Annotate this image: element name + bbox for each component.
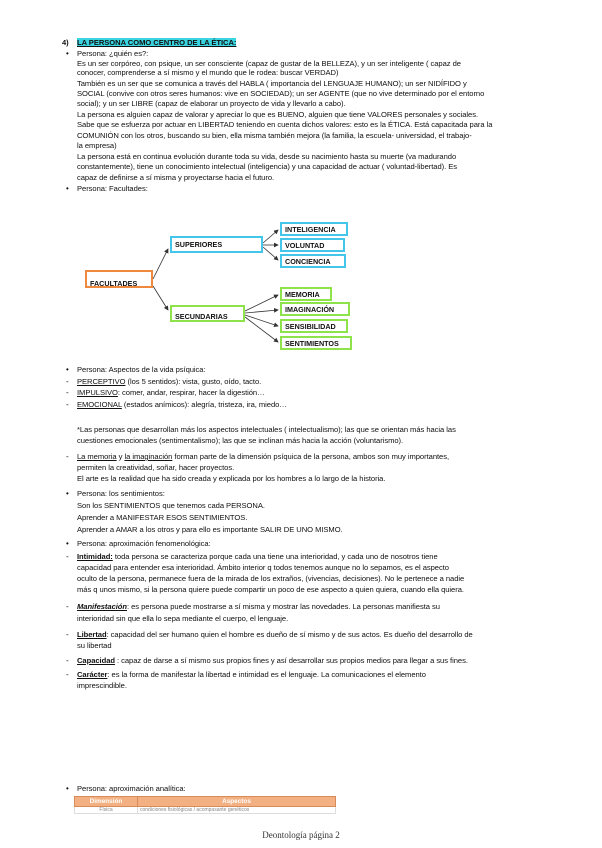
bullet-icon: • [66,49,69,58]
voluntad-box: VOLUNTAD [280,238,345,252]
arrow-sensibilidad [245,315,278,326]
libertad-term: Libertad [77,630,107,639]
intimidad-term: Intimidad: [77,552,113,561]
arrow-conciencia [263,247,278,260]
aspecto-item [77,377,261,386]
inteligencia-box: INTELIGENCIA [280,222,348,236]
aspectos-note: cuestiones emocionales (sentimentalismo); las que se inclinan más hacia la acción (voluntarismo). [77,436,404,445]
aspecto-item [77,400,287,409]
conciencia-box: CONCIENCIA [280,254,346,268]
bullet-icon: • [66,489,69,498]
bullet-icon: • [66,539,69,548]
table-cell: condiciones fisiológicas / acompasante genéticos [138,807,336,814]
arrow-imaginacion [245,310,278,313]
aspecto-term: IMPULSIVO [77,388,118,397]
table-header-aspectos: Aspectos [138,797,336,807]
sensibilidad-box: SENSIBILIDAD [280,319,348,333]
quien-line: COMUNIÓN con los otros, buscando su bien, ella misma también mejora (la familia, la escuela- universidad, el trabajo- [77,131,472,140]
page-footer: Deontología página 2 [262,830,340,840]
capacidad-term: Capacidad [77,656,115,665]
memoria-line [77,452,449,461]
table-row [75,807,336,814]
aspecto-term: PERCEPTIVO [77,377,126,386]
aspecto-desc: : comer, andar, respirar, hacer la digestión… [117,388,265,397]
intimidad-desc: toda persona se caracteriza porque cada una tiene una interioridad, y cada uno de nosotros tiene [112,552,438,561]
quien-line: capaz de definirse a sí misma y proyectarse hacia el futuro. [77,173,275,182]
quien-line: social); y un ser LIBRE (capaz de elaborar un proyecto de vida y llevarlo a cabo). [77,99,346,108]
intimidad-line: más q unos mismo, si la persona quiere puede compartir un poco de ese aspecto a quien quiera, cuando ella quiera. [77,585,464,594]
fenomenologica-heading: Persona: aproximación fenomenológica: [77,539,211,548]
table-cell: Física [75,807,138,814]
sentimientos-line: Aprender a MANIFESTAR ESOS SENTIMIENTOS. [77,513,248,522]
libertad-line: su libertad [77,641,112,650]
quien-line: constantemente), tiene un conocimiento intelectual (inteligencia) y una capacidad de actuar ( voluntad-libertad). Es [77,162,458,171]
table-header-row [75,797,336,807]
quien-line: la empresa) [77,141,117,150]
dash-icon: - [66,552,69,561]
quien-line: Sabe que se esfuerza por actuar en LIBERTAD teniendo en cuenta dichos valores: esto es la ÉTICA. Está capacitada para la [77,120,493,129]
aspectos-heading: Persona: Aspectos de la vida psíquica: [77,365,206,374]
memoria-line: permiten la creatividad, soñar, hacer proyectos. [77,463,235,472]
bullet-icon: • [66,784,69,793]
intimidad-line: capacidad para entender esa interioridad. Ámbito interior q todos tenemos aunque no lo sepamos, es el aspecto [77,563,449,572]
sentimientos-box: SENTIMIENTOS [280,336,352,350]
quien-line: La persona es alguien capaz de valorar y apreciar lo que es BUENO, alguien que tiene VALORES personales y sociales. [77,110,479,119]
dash-icon: - [66,630,69,639]
facultades-root-box: FACULTADES [85,270,153,288]
arrow-root-secundarias [153,286,168,310]
section-title: LA PERSONA COMO CENTRO DE LA ÉTICA: [77,38,237,47]
dash-icon: - [66,656,69,665]
memoria-line: El arte es la realidad que ha sido creada y explicada por los hombres a lo largo de la historia. [77,474,386,483]
quien-line: La persona está en continua evolución durante toda su vida, desde su nacimiento hasta su muerte (va madurando [77,152,457,161]
memoria-box: MEMORIA [280,287,332,301]
bullet-icon: • [66,365,69,374]
dash-icon: - [66,670,69,679]
libertad-desc: : capacidad del ser humano quien el hombre es dueño de sí mismo y de sus actos. Es dueño del desarrollo de [106,630,473,639]
caracter-term: Carácter [77,670,108,679]
quien-line: SOCIAL (convive con otros seres humanos: vive en SOCIEDAD); un ser AGENTE (que no vive determinado por el entorno [77,89,485,98]
caracter-line: imprescindible. [77,681,127,690]
dimension-table [74,796,336,814]
dash-icon: - [66,452,69,461]
manifestacion-line: interioridad sin que ella lo sepa mediante el cuerpo, el lenguaje. [77,614,289,623]
caracter-line [77,670,426,679]
quien-line: conocer, comprenderse a sí mismo y el mundo que le rodea: buscar VERDAD) [77,68,339,77]
caracter-desc: : es la forma de manifestar la libertad e intimidad es el lenguaje. La comunicaciones el elemento [107,670,426,679]
superiores-box: SUPERIORES [170,236,263,253]
secundarias-box: SECUNDARIAS [170,305,245,322]
dash-icon: - [66,400,69,409]
memoria-term: La memoria [77,452,117,461]
imaginacion-term: la imaginación [124,452,173,461]
arrow-sentimientos [245,317,278,342]
imaginacion-box: IMAGINACIÓN [280,302,350,316]
facultades-heading: Persona: Facultades: [77,184,148,193]
table-header-dimension: Dimensión [75,797,138,807]
quien-heading: Persona: ¿quién es?: [77,49,149,58]
capacidad-desc: : capaz de darse a sí mismo sus propios fines y así desarrollar sus propios medios para llegar a sus fines. [114,656,468,665]
arrow-root-superiores [153,249,168,279]
manifestacion-line [77,602,440,611]
quien-line: También es un ser que se comunica a través del HABLA ( importancia del LENGUAJE HUMANO); un ser NIDÍFIDO y [77,79,467,88]
sentimientos-line: Aprender a AMAR a los otros y para ello es importante SALIR DE UNO MISMO. [77,525,343,534]
capacidad-line [77,656,468,665]
intimidad-line: oculto de la persona, permanece fuera de la mirada de los extraños, (vivencias, decisiones). No le pertenece a nadie [77,574,465,583]
bullet-icon: • [66,184,69,193]
dash-icon: - [66,388,69,397]
manifestacion-term: Manifestación [77,602,127,611]
manifestacion-desc: : es persona puede mostrarse a sí misma y mostrar las novedades. La personas manifiesta su [127,602,440,611]
aspecto-term: EMOCIONAL [77,400,122,409]
aspecto-desc: (estados anímicos): alegría, tristeza, ira, miedo… [121,400,287,409]
arrow-inteligencia [263,230,278,243]
arrow-memoria [245,295,278,311]
aspecto-desc: (los 5 sentidos): vista, gusto, oído, tacto. [125,377,262,386]
analitica-heading: Persona: aproximación analítica: [77,784,186,793]
memoria-conj: y [116,452,125,461]
sentimientos-line: Son los SENTIMIENTOS que tenemos cada PERSONA. [77,501,265,510]
aspecto-item [77,388,265,397]
dash-icon: - [66,377,69,386]
quien-line: Es un ser corpóreo, con psique, un ser consciente (capaz de gustar de la BELLEZA), y un ser inteligente ( capaz de [77,59,461,68]
section-number: 4) [62,38,69,47]
memoria-desc: forman parte de la dimensión psíquica de la persona, ambos son muy importantes, [172,452,450,461]
libertad-line [77,630,473,639]
aspectos-note: *Las personas que desarrollan más los aspectos intelectuales ( intelectualismo); las que se orientan más hacia las [77,425,456,434]
sentimientos-heading: Persona: los sentimientos: [77,489,165,498]
intimidad-line [77,552,438,561]
dash-icon: - [66,602,69,611]
